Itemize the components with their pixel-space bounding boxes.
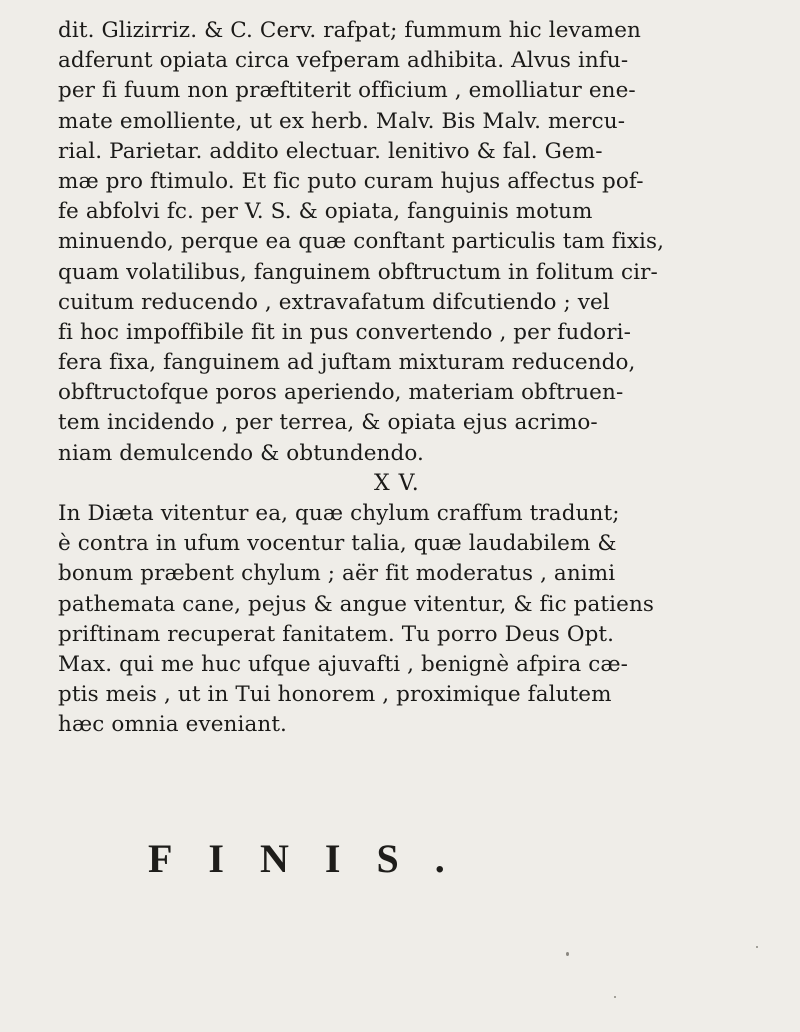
text-line: obftructofque poros aperiendo, materiam obftruen-	[58, 380, 624, 406]
body-text	[58, 16, 778, 741]
text-line: niam demulcendo & obtundendo.	[58, 440, 424, 466]
paper-speck	[566, 952, 569, 956]
text-line: pathemata cane, pejus & angue vitentur, & fic patiens	[58, 591, 655, 617]
paper-speck	[756, 946, 758, 948]
text-line: bonum præbent chylum ; aër fit moderatus , animi	[58, 561, 616, 587]
text-line: priftinam recuperat fanitatem. Tu porro Deus Opt.	[58, 621, 615, 647]
text-line: mæ pro ftimulo. Et fic puto curam hujus affectus pof-	[58, 168, 644, 194]
text-line: per fi fuum non præftiterit officium , emolliatur ene-	[58, 78, 636, 104]
text-line: hæc omnia eveniant.	[58, 712, 287, 738]
text-line: rial. Parietar. addito electuar. lenitivo & fal. Gem-	[58, 138, 603, 164]
text-line: è contra in ufum vocentur talia, quæ laudabilem &	[58, 531, 617, 557]
text-line: minuendo, perque ea quæ conftant particulis tam fixis,	[58, 229, 665, 255]
text-line: mate emolliente, ut ex herb. Malv. Bis Malv. mercu-	[58, 108, 626, 134]
text-line: fera fixa, fanguinem ad juftam mixturam reducendo,	[58, 350, 636, 376]
text-line: dit. Glizirriz. & C. Cerv. rafpat; fummum hic levamen	[58, 18, 641, 43]
text-line: quam volatilibus, fanguinem obftructum in folitum cir-	[58, 259, 658, 285]
text-line: adferunt opiata circa vefperam adhibita. Alvus infu-	[58, 48, 629, 74]
section-number: X V.	[374, 470, 420, 496]
text-line: Max. qui me huc ufque ajuvafti , benignè afpira cæ-	[58, 651, 629, 677]
finis-heading: FINIS.	[148, 836, 481, 881]
paper-speck	[614, 996, 616, 998]
text-line: fe abfolvi fc. per V. S. & opiata, fanguinis motum	[58, 199, 593, 225]
text-line: cuitum reducendo , extravafatum difcutiendo ; vel	[58, 289, 610, 315]
text-line: ptis meis , ut in Tui honorem , proximique falutem	[58, 682, 612, 708]
text-line: In Diæta vitentur ea, quæ chylum craffum tradunt;	[58, 501, 620, 526]
text-line: fi hoc impoffibile fit in pus convertendo , per fudori-	[58, 319, 631, 345]
text-line: tem incidendo , per terrea, & opiata ejus acrimo-	[58, 410, 598, 436]
